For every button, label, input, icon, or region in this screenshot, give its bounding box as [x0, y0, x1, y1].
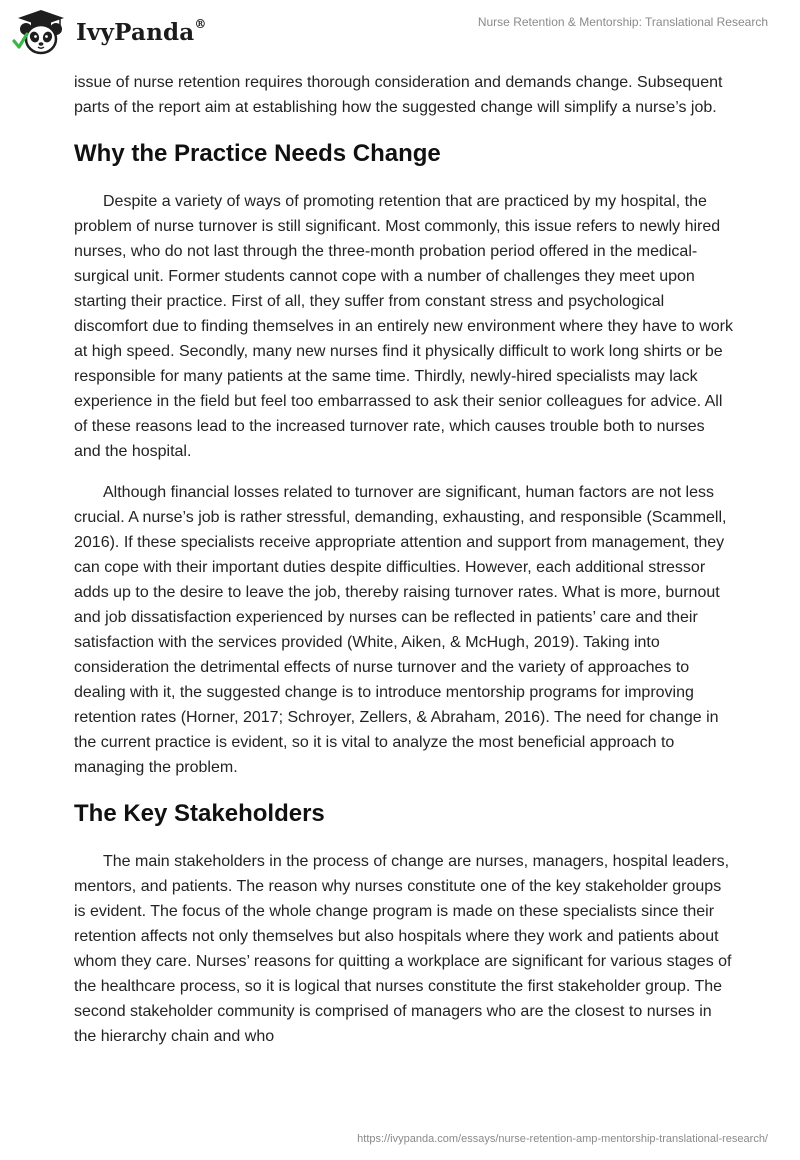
registered-mark: ®: [194, 16, 207, 31]
section-heading-key-stakeholders: The Key Stakeholders: [74, 800, 325, 827]
essay-body: [74, 70, 734, 1049]
ivypanda-logo[interactable]: [12, 8, 207, 56]
source-url-link[interactable]: https://ivypanda.com/essays/nurse-retention-amp-mentorship-translational-research/: [357, 1133, 768, 1145]
document-title: Nurse Retention & Mentorship: Translational Research: [477, 15, 768, 29]
intro-paragraph: issue of nurse retention requires thorough consideration and demands change. Subsequent parts of the report aim at establishing how the suggested change will simplify a nurse’s job.: [74, 74, 723, 116]
paragraph: Despite a variety of ways of promoting retention that are practiced by my hospital, the problem of nurse turnover is still significant. Most commonly, this issue refers to newly hired nurses, who do not last through the three-month probation period offered in the medical-surgical unit. Former students cannot cope with a number of challenges they meet upon starting their practice. First of all, they suffer from constant stress and psychological discomfort due to finding themselves in an entirely new environment where they have to work at high speed. Secondly, many new nurses find it physically difficult to work long shirts or be responsible for many patients at the same time. Thirdly, newly-hired specialists may lack experience in the field but feel too embarrassed to ask their senior colleagues for advice. All of these reasons lead to the increased turnover rate, which causes trouble both to nurses and the hospital.: [74, 193, 734, 460]
page-header: [0, 0, 800, 64]
paragraph: Although financial losses related to turnover are significant, human factors are not less crucial. A nurse’s job is rather stressful, demanding, exhausting, and responsible (Scammell, 2016). If these specialists receive appropriate attention and support from management, they can cope with their important duties despite difficulties. However, each additional stressor adds up to the desire to leave the job, thereby raising turnover rates. What is more, burnout and job dissatisfaction experienced by nurses can be reflected in patients’ care and their satisfaction with the services provided (White, Aiken, & McHugh, 2019). Taking into consideration the detrimental effects of nurse turnover and the variety of approaches to dealing with it, the suggested change is to introduce mentorship programs for improving retention rates (Horner, 2017; Schroyer, Zellers, & Abraham, 2016). The need for change in the current practice is evident, so it is vital to analyze the most beneficial approach to managing the problem.: [74, 484, 727, 776]
panda-graduate-icon: [12, 8, 70, 56]
section-heading-why-change: Why the Practice Needs Change: [74, 140, 441, 167]
paragraph: The main stakeholders in the process of change are nurses, managers, hospital leaders, mentors, and patients. The reason why nurses constitute one of the key stakeholder groups is evident. The focus of the whole change program is made on these specialists since their retention affects not only themselves but also hospitals where they work and patients about whom they care. Nurses’ reasons for quitting a workplace are significant for various stages of the healthcare process, so it is logical that nurses constitute the first stakeholder group. The second stakeholder community is comprised of managers who are the closest to nurses in the hierarchy chain and who: [74, 853, 732, 1045]
logo-text: IvyPanda®: [76, 16, 207, 46]
